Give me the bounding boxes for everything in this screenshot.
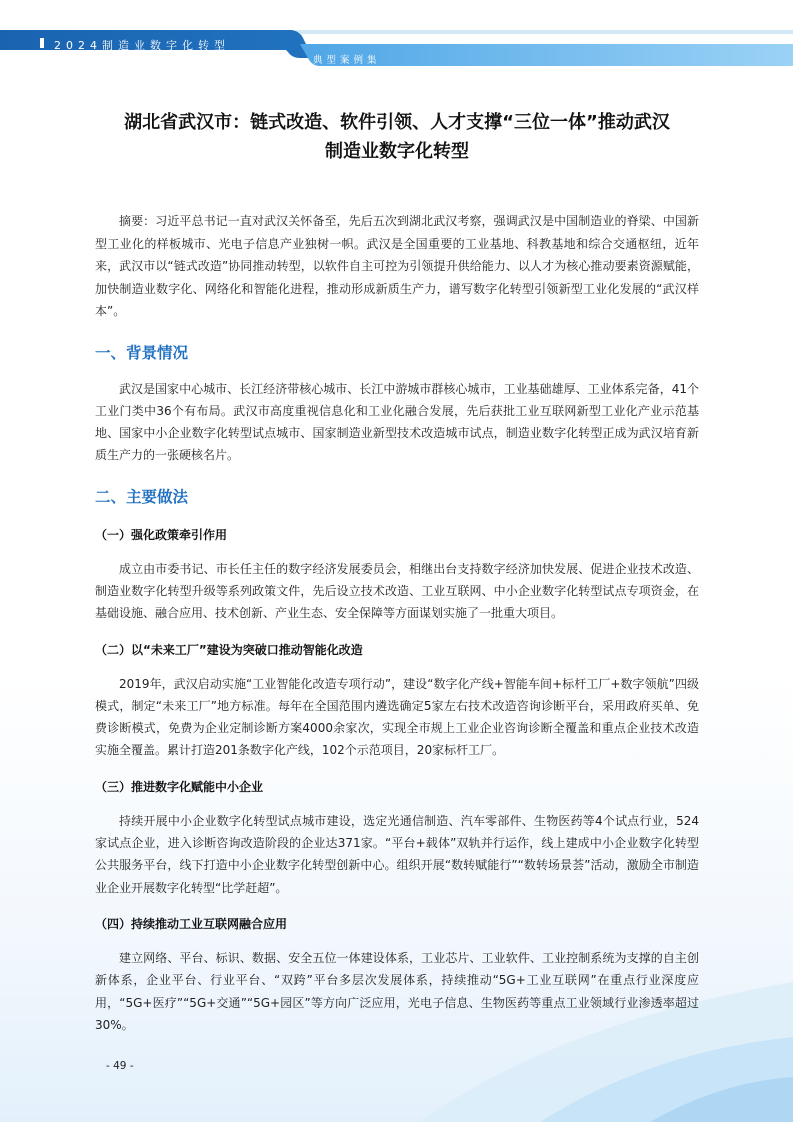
section-heading-main-practices: 二、主要做法	[95, 487, 189, 506]
abstract: 摘要：习近平总书记一直对武汉关怀备至，先后五次到湖北武汉考察，强调武汉是中国制造业的脊梁、中国新型工业化的样板城市、光电子信息产业独树一帜。武汉是全国重要的工业基地、科教基地和综合交通枢纽，近年来，武汉市以“链式改造”协同推动转型，以软件自主可控为引领提升供给能力、以人才为核心推动要素资源赋能，加快制造业数字化、网络化和智能化进程，推动形成新质生产力，谱写数字化转型引领新型工业化发展的“武汉样本”。	[95, 214, 699, 318]
header-band	[0, 0, 793, 72]
background-paragraph: 武汉是国家中心城市、长江经济带核心城市、长江中游城市群核心城市，工业基础雄厚、工业体系完备，41个工业门类中36个有布局。武汉市高度重视信息化和工业化融合发展，先后获批工业互联网新型工业化产业示范基地、国家中小企业数字化转型试点城市、国家制造业新型技术改造城市试点，制造业数字化转型正成为武汉培育新质生产力的一张硬核名片。	[95, 381, 699, 463]
section-heading-background: 一、背景情况	[95, 343, 189, 362]
subsection-paragraph-future-factory: 2019年，武汉启动实施“工业智能化改造专项行动”，建设“数字化产线+智能车间+标杆工厂+数字领航”四级模式，制定“未来工厂”地方标准。每年在全国范围内遴选确定5家左右技术改造咨询诊断平台，采用政府买单、免费诊断模式，免费为企业定制诊断方案4000余家次，实现全市规上工业企业咨询诊断全覆盖和重点企业技术改造实施全覆盖。累计打造201条数字化产线，102个示范项目，20家标杆工厂。	[95, 676, 699, 758]
subsection-heading-policy: （一）强化政策牵引作用	[95, 527, 228, 542]
subsection-paragraph-sme: 持续开展中小企业数字化转型试点城市建设，选定光通信制造、汽车零部件、生物医药等4个试点行业，524家试点企业，进入诊断咨询改造阶段的企业达371家。“平台+载体”双轨并行运作，线上建成中小企业数字化转型公共服务平台，线下打造中小企业数字化转型创新中心。组织开展“数转赋能行”“数转场景荟”活动，激励全市制造业企业开展数字化转型“比学赶超”。	[95, 813, 699, 895]
subsection-paragraph-industrial-internet: 建立网络、平台、标识、数据、安全五位一体建设体系，工业芯片、工业软件、工业控制系统为支撑的自主创新体系，企业平台、行业平台、“双跨”平台多层次发展体系，持续推动“5G+工业互联网”在重点行业深度应用，“5G+医疗”“5G+交通”“5G+园区”等方向广泛应用，光电子信息、生物医药等重点工业领域行业渗透率超过30%。	[95, 950, 699, 1032]
subsection-paragraph-policy: 成立由市委书记、市长任主任的数字经济发展委员会，相继出台支持数字经济加快发展、促进企业技术改造、制造业数字化转型升级等系列政策文件，先后设立技术改造、工业互联网、中小企业数字化转型试点专项资金，在基础设施、融合应用、技术创新、产业生态、安全保障等方面谋划实施了一批重大项目。	[95, 561, 699, 621]
document-title-line1: 湖北省武汉市：链式改造、软件引领、人才支撑“三位一体”推动武汉	[124, 112, 670, 133]
subsection-heading-future-factory: （二）以“未来工厂”建设为突破口推动智能化改造	[95, 642, 363, 657]
document-title-line2: 制造业数字化转型	[325, 141, 469, 162]
page-number: - 49 -	[106, 1060, 134, 1072]
document-body	[95, 108, 699, 1036]
header-series-title: 2024制造业数字化转型	[54, 39, 230, 52]
document-title	[95, 108, 699, 166]
subsection-heading-industrial-internet: （四）持续推动工业互联网融合应用	[95, 916, 288, 931]
header-series-subtitle: 典型案例集	[313, 55, 381, 66]
subsection-heading-sme: （三）推进数字化赋能中小企业	[95, 779, 264, 794]
